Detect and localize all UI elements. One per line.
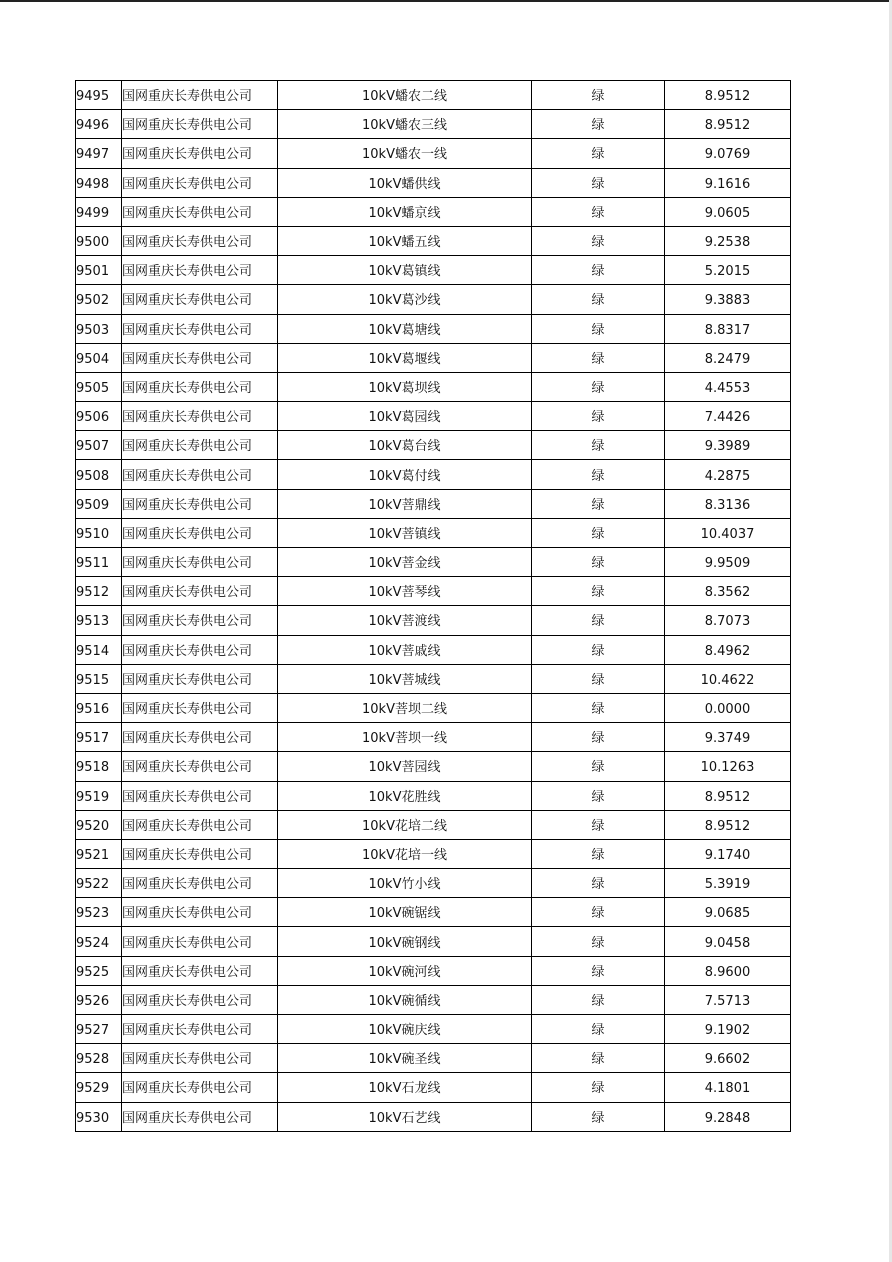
value-cell: 9.0769 — [665, 139, 791, 168]
line-name-cell: 10kV葛坝线 — [278, 372, 532, 401]
company-cell: 国网重庆长寿供电公司 — [122, 1073, 278, 1102]
line-name-cell: 10kV葛沙线 — [278, 285, 532, 314]
row-number-cell: 9508 — [76, 460, 122, 489]
row-number-cell: 9507 — [76, 431, 122, 460]
table-row — [76, 810, 791, 839]
table-row — [76, 548, 791, 577]
line-name-cell: 10kV葛堰线 — [278, 343, 532, 372]
value-cell: 4.1801 — [665, 1073, 791, 1102]
table-row — [76, 1044, 791, 1073]
table-row — [76, 781, 791, 810]
value-cell: 10.4037 — [665, 518, 791, 547]
status-cell: 绿 — [532, 1073, 665, 1102]
table-row — [76, 723, 791, 752]
row-number-cell: 9503 — [76, 314, 122, 343]
row-number-cell: 9502 — [76, 285, 122, 314]
row-number-cell: 9518 — [76, 752, 122, 781]
table-row — [76, 693, 791, 722]
table-row — [76, 518, 791, 547]
value-cell: 8.9512 — [665, 810, 791, 839]
line-name-cell: 10kV菩鼎线 — [278, 489, 532, 518]
line-name-cell: 10kV蟠农二线 — [278, 81, 532, 110]
value-cell: 8.4962 — [665, 635, 791, 664]
value-cell: 8.3136 — [665, 489, 791, 518]
status-cell: 绿 — [532, 431, 665, 460]
line-name-cell: 10kV蟠京线 — [278, 197, 532, 226]
table-row — [76, 110, 791, 139]
table-row — [76, 956, 791, 985]
row-number-cell: 9522 — [76, 869, 122, 898]
value-cell: 0.0000 — [665, 693, 791, 722]
line-name-cell: 10kV蟠农一线 — [278, 139, 532, 168]
value-cell: 5.2015 — [665, 256, 791, 285]
company-cell: 国网重庆长寿供电公司 — [122, 927, 278, 956]
value-cell: 5.3919 — [665, 869, 791, 898]
table-row — [76, 985, 791, 1014]
line-name-cell: 10kV葛镇线 — [278, 256, 532, 285]
row-number-cell: 9495 — [76, 81, 122, 110]
value-cell: 9.3749 — [665, 723, 791, 752]
company-cell: 国网重庆长寿供电公司 — [122, 343, 278, 372]
table-row — [76, 431, 791, 460]
row-number-cell: 9528 — [76, 1044, 122, 1073]
company-cell: 国网重庆长寿供电公司 — [122, 489, 278, 518]
status-cell: 绿 — [532, 664, 665, 693]
line-name-cell: 10kV菩琴线 — [278, 577, 532, 606]
line-name-cell: 10kV菩金线 — [278, 548, 532, 577]
status-cell: 绿 — [532, 314, 665, 343]
status-cell: 绿 — [532, 372, 665, 401]
status-cell: 绿 — [532, 752, 665, 781]
company-cell: 国网重庆长寿供电公司 — [122, 256, 278, 285]
value-cell: 9.2848 — [665, 1102, 791, 1131]
row-number-cell: 9517 — [76, 723, 122, 752]
value-cell: 9.3883 — [665, 285, 791, 314]
company-cell: 国网重庆长寿供电公司 — [122, 693, 278, 722]
status-cell: 绿 — [532, 1044, 665, 1073]
table-row — [76, 752, 791, 781]
table-row — [76, 489, 791, 518]
value-cell: 8.3562 — [665, 577, 791, 606]
company-cell: 国网重庆长寿供电公司 — [122, 839, 278, 868]
status-cell: 绿 — [532, 256, 665, 285]
company-cell: 国网重庆长寿供电公司 — [122, 869, 278, 898]
row-number-cell: 9521 — [76, 839, 122, 868]
line-name-cell: 10kV碗庆线 — [278, 1015, 532, 1044]
value-cell: 9.1902 — [665, 1015, 791, 1044]
value-cell: 10.1263 — [665, 752, 791, 781]
status-cell: 绿 — [532, 606, 665, 635]
status-cell: 绿 — [532, 226, 665, 255]
value-cell: 9.1740 — [665, 839, 791, 868]
status-cell: 绿 — [532, 781, 665, 810]
value-cell: 8.9512 — [665, 110, 791, 139]
status-cell: 绿 — [532, 723, 665, 752]
table-row — [76, 577, 791, 606]
status-cell: 绿 — [532, 898, 665, 927]
table-row — [76, 372, 791, 401]
value-cell: 10.4622 — [665, 664, 791, 693]
line-name-cell: 10kV竹小线 — [278, 869, 532, 898]
line-name-cell: 10kV葛塘线 — [278, 314, 532, 343]
line-name-cell: 10kV石艺线 — [278, 1102, 532, 1131]
company-cell: 国网重庆长寿供电公司 — [122, 985, 278, 1014]
status-cell: 绿 — [532, 168, 665, 197]
status-cell: 绿 — [532, 1015, 665, 1044]
row-number-cell: 9511 — [76, 548, 122, 577]
status-cell: 绿 — [532, 577, 665, 606]
table-row — [76, 606, 791, 635]
row-number-cell: 9497 — [76, 139, 122, 168]
status-cell: 绿 — [532, 956, 665, 985]
company-cell: 国网重庆长寿供电公司 — [122, 226, 278, 255]
table-row — [76, 139, 791, 168]
status-cell: 绿 — [532, 518, 665, 547]
company-cell: 国网重庆长寿供电公司 — [122, 197, 278, 226]
table-row — [76, 664, 791, 693]
table-row — [76, 635, 791, 664]
line-name-cell: 10kV菩城线 — [278, 664, 532, 693]
value-cell: 9.1616 — [665, 168, 791, 197]
value-cell: 8.9512 — [665, 81, 791, 110]
line-name-cell: 10kV菩镇线 — [278, 518, 532, 547]
value-cell: 9.0605 — [665, 197, 791, 226]
status-cell: 绿 — [532, 110, 665, 139]
table-row — [76, 1015, 791, 1044]
status-cell: 绿 — [532, 1102, 665, 1131]
company-cell: 国网重庆长寿供电公司 — [122, 314, 278, 343]
value-cell: 7.5713 — [665, 985, 791, 1014]
value-cell: 8.7073 — [665, 606, 791, 635]
row-number-cell: 9516 — [76, 693, 122, 722]
row-number-cell: 9530 — [76, 1102, 122, 1131]
row-number-cell: 9520 — [76, 810, 122, 839]
row-number-cell: 9524 — [76, 927, 122, 956]
status-cell: 绿 — [532, 197, 665, 226]
value-cell: 4.4553 — [665, 372, 791, 401]
table-row — [76, 256, 791, 285]
line-name-cell: 10kV花胜线 — [278, 781, 532, 810]
row-number-cell: 9500 — [76, 226, 122, 255]
row-number-cell: 9526 — [76, 985, 122, 1014]
status-cell: 绿 — [532, 927, 665, 956]
company-cell: 国网重庆长寿供电公司 — [122, 606, 278, 635]
company-cell: 国网重庆长寿供电公司 — [122, 548, 278, 577]
status-cell: 绿 — [532, 460, 665, 489]
row-number-cell: 9506 — [76, 402, 122, 431]
row-number-cell: 9523 — [76, 898, 122, 927]
status-cell: 绿 — [532, 693, 665, 722]
table-row — [76, 839, 791, 868]
line-name-cell: 10kV菩坝二线 — [278, 693, 532, 722]
line-name-cell: 10kV菩坝一线 — [278, 723, 532, 752]
value-cell: 9.3989 — [665, 431, 791, 460]
company-cell: 国网重庆长寿供电公司 — [122, 898, 278, 927]
line-name-cell: 10kV蟠供线 — [278, 168, 532, 197]
line-name-cell: 10kV葛付线 — [278, 460, 532, 489]
table-row — [76, 81, 791, 110]
table-row — [76, 285, 791, 314]
table-row — [76, 402, 791, 431]
line-name-cell: 10kV石龙线 — [278, 1073, 532, 1102]
table-row — [76, 869, 791, 898]
value-cell: 9.0685 — [665, 898, 791, 927]
line-name-cell: 10kV菩戚线 — [278, 635, 532, 664]
data-table — [75, 80, 791, 1132]
row-number-cell: 9505 — [76, 372, 122, 401]
status-cell: 绿 — [532, 343, 665, 372]
company-cell: 国网重庆长寿供电公司 — [122, 139, 278, 168]
table-row — [76, 226, 791, 255]
company-cell: 国网重庆长寿供电公司 — [122, 372, 278, 401]
status-cell: 绿 — [532, 489, 665, 518]
status-cell: 绿 — [532, 839, 665, 868]
line-name-cell: 10kV花培一线 — [278, 839, 532, 868]
company-cell: 国网重庆长寿供电公司 — [122, 81, 278, 110]
company-cell: 国网重庆长寿供电公司 — [122, 781, 278, 810]
line-name-cell: 10kV碗钢线 — [278, 927, 532, 956]
row-number-cell: 9513 — [76, 606, 122, 635]
row-number-cell: 9510 — [76, 518, 122, 547]
company-cell: 国网重庆长寿供电公司 — [122, 402, 278, 431]
value-cell: 9.9509 — [665, 548, 791, 577]
status-cell: 绿 — [532, 985, 665, 1014]
value-cell: 9.2538 — [665, 226, 791, 255]
line-name-cell: 10kV碗锯线 — [278, 898, 532, 927]
status-cell: 绿 — [532, 81, 665, 110]
value-cell: 8.9512 — [665, 781, 791, 810]
table-body — [76, 81, 791, 1132]
line-name-cell: 10kV蟠五线 — [278, 226, 532, 255]
value-cell: 4.2875 — [665, 460, 791, 489]
table-row — [76, 898, 791, 927]
status-cell: 绿 — [532, 139, 665, 168]
table-row — [76, 197, 791, 226]
row-number-cell: 9498 — [76, 168, 122, 197]
status-cell: 绿 — [532, 402, 665, 431]
line-name-cell: 10kV菩渡线 — [278, 606, 532, 635]
status-cell: 绿 — [532, 285, 665, 314]
value-cell: 8.2479 — [665, 343, 791, 372]
table-row — [76, 168, 791, 197]
line-name-cell: 10kV菩园线 — [278, 752, 532, 781]
company-cell: 国网重庆长寿供电公司 — [122, 1102, 278, 1131]
table-row — [76, 314, 791, 343]
status-cell: 绿 — [532, 810, 665, 839]
table-row — [76, 927, 791, 956]
company-cell: 国网重庆长寿供电公司 — [122, 1044, 278, 1073]
status-cell: 绿 — [532, 869, 665, 898]
company-cell: 国网重庆长寿供电公司 — [122, 110, 278, 139]
company-cell: 国网重庆长寿供电公司 — [122, 577, 278, 606]
page-top-rule — [0, 0, 892, 2]
value-cell: 8.9600 — [665, 956, 791, 985]
row-number-cell: 9512 — [76, 577, 122, 606]
row-number-cell: 9514 — [76, 635, 122, 664]
company-cell: 国网重庆长寿供电公司 — [122, 956, 278, 985]
company-cell: 国网重庆长寿供电公司 — [122, 168, 278, 197]
status-cell: 绿 — [532, 635, 665, 664]
row-number-cell: 9515 — [76, 664, 122, 693]
value-cell: 7.4426 — [665, 402, 791, 431]
row-number-cell: 9519 — [76, 781, 122, 810]
company-cell: 国网重庆长寿供电公司 — [122, 1015, 278, 1044]
company-cell: 国网重庆长寿供电公司 — [122, 810, 278, 839]
row-number-cell: 9529 — [76, 1073, 122, 1102]
company-cell: 国网重庆长寿供电公司 — [122, 635, 278, 664]
table-row — [76, 1073, 791, 1102]
company-cell: 国网重庆长寿供电公司 — [122, 518, 278, 547]
line-name-cell: 10kV蟠农三线 — [278, 110, 532, 139]
line-name-cell: 10kV花培二线 — [278, 810, 532, 839]
company-cell: 国网重庆长寿供电公司 — [122, 460, 278, 489]
row-number-cell: 9525 — [76, 956, 122, 985]
status-cell: 绿 — [532, 548, 665, 577]
line-name-cell: 10kV葛台线 — [278, 431, 532, 460]
line-name-cell: 10kV碗河线 — [278, 956, 532, 985]
table-row — [76, 460, 791, 489]
row-number-cell: 9504 — [76, 343, 122, 372]
row-number-cell: 9501 — [76, 256, 122, 285]
company-cell: 国网重庆长寿供电公司 — [122, 285, 278, 314]
company-cell: 国网重庆长寿供电公司 — [122, 431, 278, 460]
line-name-cell: 10kV碗圣线 — [278, 1044, 532, 1073]
line-name-cell: 10kV碗循线 — [278, 985, 532, 1014]
row-number-cell: 9509 — [76, 489, 122, 518]
row-number-cell: 9496 — [76, 110, 122, 139]
value-cell: 9.0458 — [665, 927, 791, 956]
company-cell: 国网重庆长寿供电公司 — [122, 752, 278, 781]
table-row — [76, 343, 791, 372]
line-name-cell: 10kV葛园线 — [278, 402, 532, 431]
value-cell: 8.8317 — [665, 314, 791, 343]
row-number-cell: 9499 — [76, 197, 122, 226]
value-cell: 9.6602 — [665, 1044, 791, 1073]
company-cell: 国网重庆长寿供电公司 — [122, 723, 278, 752]
company-cell: 国网重庆长寿供电公司 — [122, 664, 278, 693]
table-row — [76, 1102, 791, 1131]
row-number-cell: 9527 — [76, 1015, 122, 1044]
